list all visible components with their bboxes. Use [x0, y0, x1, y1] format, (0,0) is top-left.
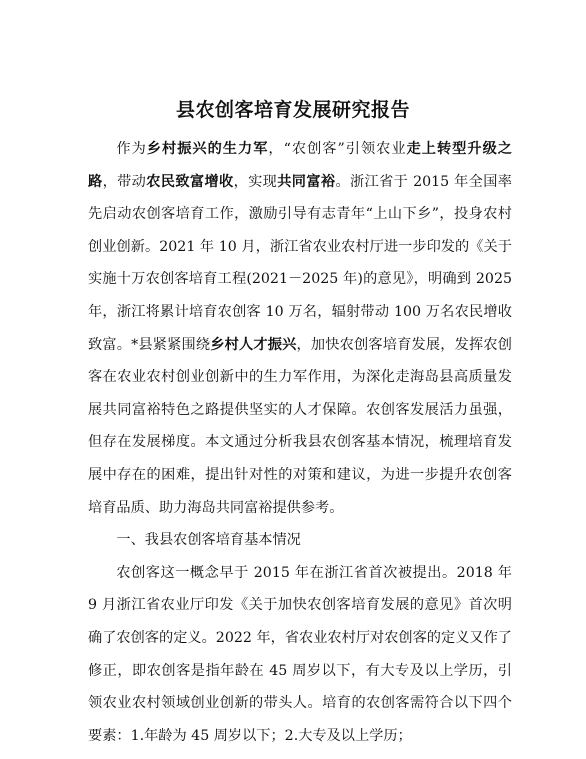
document-title: 县农创客培育发展研究报告 [175, 99, 410, 121]
emphasized-text: 走上转型升级之路 [88, 141, 512, 190]
emphasized-text: 乡村振兴的生力军 [146, 141, 269, 157]
section-1-paragraph [88, 557, 512, 753]
intro-paragraph [88, 133, 512, 524]
emphasized-text: 农民致富增收 [146, 173, 234, 190]
document-body [88, 133, 512, 752]
paragraph-text: ，实现 [233, 173, 278, 190]
paragraph-text: ，加快农创客培育发展，发挥农创客在农业农村创业创新中的生力军作用，为深化走海岛县高质量发展共同富裕特色之路提供坚实的人才保障。农创客发展活力虽强，但存在发展梯度。本文通过分析我县农创客基本情况，梳理培育发展中存在的困难，提出针对性的对策和建议，为进一步提升农创客培育品质、助力海岛共同富裕提供参考。 [88, 336, 512, 516]
emphasized-text: 乡村人才振兴 [210, 336, 297, 353]
section-heading: 一、我县农创客培育基本情况 [116, 532, 301, 549]
paragraph-text: ，带动 [102, 173, 147, 190]
paragraph-text: ，“农创客”引领农业 [268, 141, 407, 157]
paragraph-text: 作为 [116, 141, 147, 157]
emphasized-text: 共同富裕 [277, 173, 336, 190]
paragraph-text: 农创客这一概念早于 2015 年在浙江省首次被提出。2018 年 9 月浙江省农业厅印发《关于加快农创客培育发展的意见》首次明确了农创客的定义。2022 年，省农业农村厅对农创客的定义又作了修正，即农创客是指年龄在 45 周岁以下，有大专及以上学历，引领农业农村领域创业创新的带头人。培育的农创客需符合以下四个要素：1.年龄为 45 周岁以下；2.大专及以上学历； [88, 564, 512, 744]
paragraph-text: 。浙江省于 2015 年全国率先启动农创客培育工作，激励引导有志青年“上山下乡”，投身农村创业创新。2021 年 10 月，浙江省农业农村厅进一步印发的《关于实施十万农创客培育工程(2021－2025 年)的意见》，明确到 2025 年，浙江将累计培育农创客 10 万名，辐射带动 100 万名农民增收致富。*县紧紧围绕 [88, 173, 512, 353]
